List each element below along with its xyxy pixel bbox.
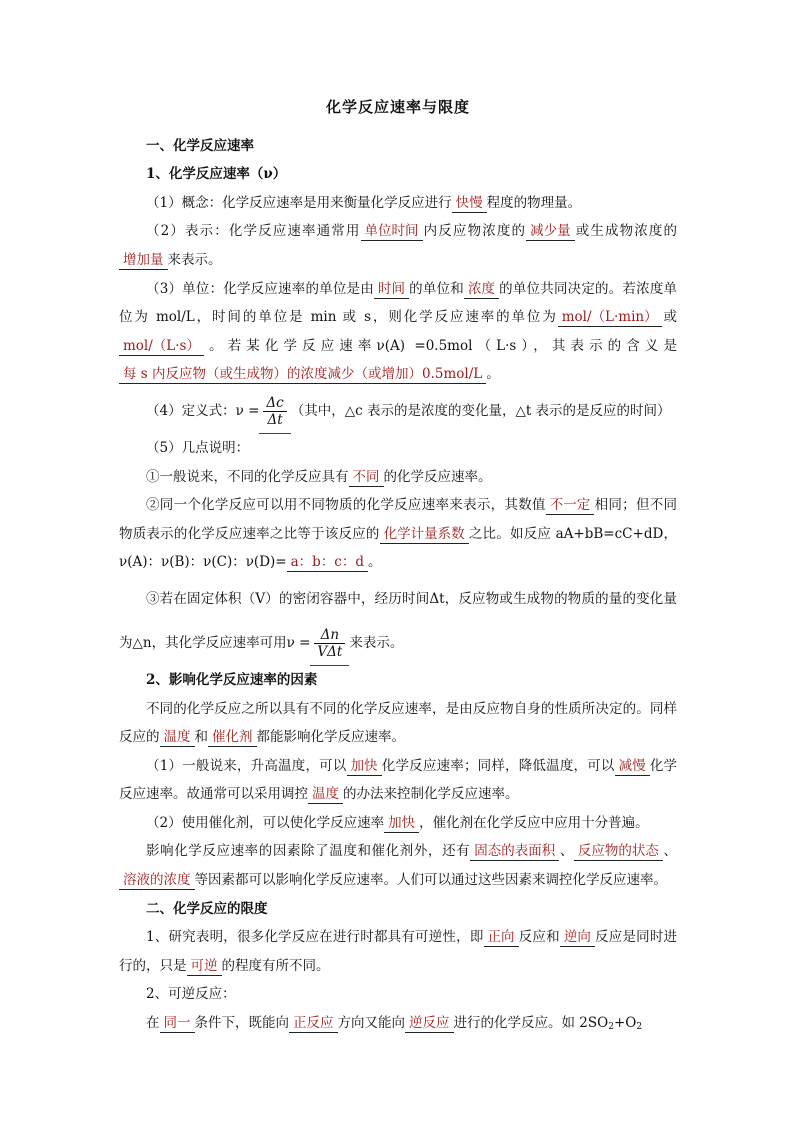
paragraph-reversible-heading: 2、可逆反应： [146, 986, 236, 1003]
answer-blank: 不一定 [546, 496, 595, 515]
formula-numerator: Δc [263, 395, 286, 412]
answer-blank: 快慢 [452, 194, 487, 213]
answer-blank: 浓度 [464, 280, 499, 299]
answer-blank: 可逆 [187, 957, 222, 976]
answer-blank: 加快 [347, 757, 382, 776]
paragraph-representation: （2）表示：化学反应速率通常用 单位时间 内反应物浓度的 减少量 或生成物浓度的增加量 来表示。 [119, 217, 677, 274]
answer-blank: a：b：c：d [287, 553, 368, 572]
answer-blank: 正反应 [289, 1014, 338, 1033]
answer-blank: 增加量 [119, 251, 168, 270]
answer-blank: 固态的表面积 [470, 842, 559, 861]
answer-blank: 逆反应 [405, 1014, 454, 1033]
paragraph-reversible-definition: 在 同一 条件下，既能向 正反应 方向又能向 逆反应 进行的化学反应。如 $2SO_2+O_2$ [146, 1015, 643, 1033]
subheading-factors: 2、影响化学反应速率的因素 [146, 671, 318, 688]
answer-blank: 每 s 内反应物（或生成物）的浓度减少（或增加）0.5mol/L [119, 365, 486, 384]
section-heading-limit: 二、化学反应的限度 [146, 900, 268, 917]
note-1: ①一般说来，不同的化学反应具有 不同 的化学反应速率。 [146, 468, 492, 485]
document-page [119, 93, 677, 1042]
subheading-rate: 1、化学反应速率（ν） [146, 166, 287, 183]
formula-numerator: Δn [314, 627, 345, 644]
answer-blank: mol/（L·min） [558, 308, 662, 327]
paragraph-notes-heading: （5）几点说明： [146, 439, 250, 456]
answer-blank: 加快 [384, 814, 419, 833]
note-3: ③若在固定体积（V）的密闭容器中，经历时间Δt，反应物或生成物的物质的量的变化量为△n，其化学反应速率可用ν = $\frac{\Delta n}{\text{VΔt}}$ 来表示。 [119, 577, 677, 666]
answer-blank: 温度 [160, 728, 195, 747]
formula-denominator: Δt [267, 411, 283, 428]
answer-blank: 同一 [160, 1014, 195, 1033]
section-heading-rate: 一、化学反应速率 [146, 137, 254, 154]
answer-blank: 催化剂 [208, 728, 257, 747]
answer-blank: 时间 [374, 280, 409, 299]
answer-blank: 温度 [308, 785, 343, 804]
formula-denominator: VΔt [317, 643, 343, 660]
paragraph-other-factors: 影响化学反应速率的因素除了温度和催化剂外，还有 固态的表面积 、 反应物的状态 、溶液的浓度 等因素都可以影响化学反应速率。人们可以通过这些因素来调控化学反应速率。 [119, 837, 677, 894]
answer-blank: 化学计量系数 [380, 525, 469, 544]
rate-formula [259, 389, 290, 434]
rate-formula-volume [310, 621, 349, 666]
paragraph-definition: （4）定义式：ν = $\frac{\Delta c}{\Delta t}$ （其中，△c 表示的是浓度的变化量，△t 表示的是反应的时间） [119, 389, 677, 434]
note-2: ②同一个化学反应可以用不同物质的化学反应速率来表示，其数值 不一定 相同；但不同物质表示的化学反应速率之比等于该反应的 化学计量系数 之比。如反应 aA+bB=cC+dD，ν(A)：ν(B)：ν(C)：ν(D)= a：b：c：d 。 [119, 497, 678, 571]
answer-blank: 减慢 [615, 757, 650, 776]
paragraph-temperature: （1）一般说来，升高温度，可以 加快 化学反应速率；同样，降低温度，可以 减慢 化学反应速率。故通常可以采用调控 温度 的办法来控制化学反应速率。 [119, 757, 678, 803]
paragraph-concept: （1）概念：化学反应速率是用来衡量化学反应进行 快慢 程度的物理量。 [146, 194, 582, 211]
answer-blank: 单位时间 [361, 222, 423, 241]
page-title: 化学反应速率与限度 [325, 98, 470, 116]
paragraph-reversibility: 1、研究表明，很多化学反应在进行时都具有可逆性，即 正向 反应和 逆向 反应是同时进行的，只是 可逆 的程度有所不同。 [119, 929, 678, 974]
paragraph-factors-intro: 不同的化学反应之所以具有不同的化学反应速率，是由反应物自身的性质所决定的。同样反应的 温度 和 催化剂 都能影响化学反应速率。 [119, 700, 677, 746]
answer-blank: 不同 [349, 468, 384, 487]
answer-blank: 反应物的状态 [574, 842, 663, 861]
paragraph-unit: （3）单位：化学反应速率的单位是由 时间 的单位和 浓度 的单位共同决定的。若浓度单位为 mol/L，时间的单位是 min 或 s，则化学反应速率的单位为 mol/（L·min） 或mol/（L·s） 。若某化学反应速率ν(A) =0.5mol（L·s），其表示的含义是每 s 内反应物（或生成物）的浓度减少（或增加）0.5mol/L 。 [119, 280, 678, 383]
answer-blank: mol/（L·s） [119, 337, 204, 356]
answer-blank: 溶液的浓度 [119, 871, 195, 890]
paragraph-catalyst: （2）使用催化剂，可以使化学反应速率 加快 ，催化剂在化学反应中应用十分普遍。 [146, 814, 649, 831]
answer-blank: 正向 [484, 928, 519, 947]
answer-blank: 减少量 [526, 222, 575, 241]
answer-blank: 逆向 [560, 928, 595, 947]
